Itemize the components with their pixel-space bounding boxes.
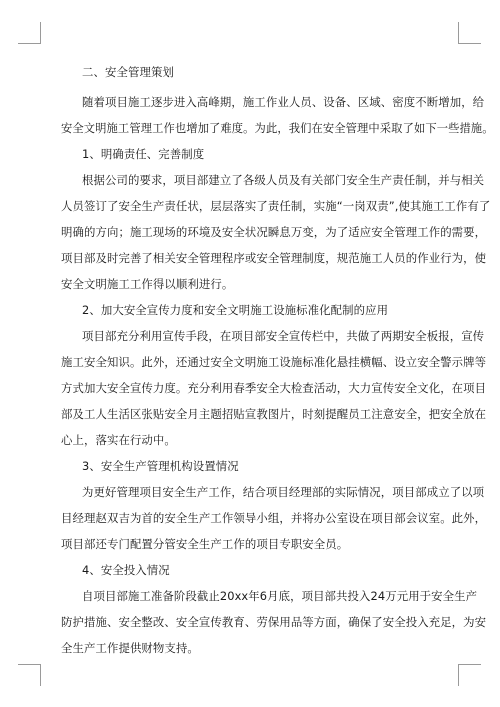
section-heading: 二、安全管理策划 [82,65,174,79]
paragraph-line: 目经理赵双吉为首的安全生产工作领导小组，并将办公室设在项目部会议室。此外， [61,511,487,525]
paragraph-line: 为更好管理项目安全生产工作，结合项目经理部的实际情况，项目部成立了以项 [82,485,485,499]
paragraph-line: 施工安全知识。此外，还通过安全文明施工设施标准化悬挂横幅、设立安全警示牌等 [61,355,487,369]
subsection-heading: 4、安全投入情况 [82,563,170,577]
paragraph-line: 随着项目施工逐步进入高峰期，施工作业人员、设备、区域、密度不断增加，给 [82,95,485,109]
paragraph-line: 全生产工作提供财物支持。 [61,641,199,655]
paragraph-line: 根据公司的要求，项目部建立了各级人员及有关部门安全生产责任制，并与相关 [82,173,485,187]
subsection-heading: 2、加大安全宣传力度和安全文明施工设施标准化配制的应用 [82,303,389,317]
paragraph-line: 自项目部施工准备阶段截止20xx年6月底，项目部共投入24万元用于安全生产 [82,589,478,603]
subsection-heading: 1、明确责任、完善制度 [82,147,205,161]
paragraph-line: 方式加大安全宣传力度。充分利用春季安全大检查活动，大力宣传安全文化，在项目 [61,381,487,395]
paragraph-line: 项目部充分利用宣传手段，在项目部安全宣传栏中，共做了两期安全板报，宣传 [82,329,485,343]
paragraph-line: 心上，落实在行动中。 [61,433,176,447]
paragraph-line: 部及工人生活区张贴安全月主题招贴宣教图片，时刻提醒员工注意安全，把安全放在 [61,407,487,421]
paragraph-line: 项目部还专门配置分管安全生产工作的项目专职安全员。 [61,537,349,551]
paragraph-line: 明确的方向；施工现场的环境及安全状况瞬息万变，为了适应安全管理工作的需要， [61,225,487,239]
paragraph-line: 安全文明施工管理工作也增加了难度。为此，我们在安全管理中采取了如下一些措施。 [61,121,494,135]
paragraph-line: 防护措施、安全整改、安全宣传教育、劳保用品等方面，确保了安全投入充足，为安 [61,615,487,629]
subsection-heading: 3、安全生产管理机构设置情况 [82,459,239,473]
paragraph-line: 人员签订了安全生产责任状，层层落实了责任制，实施“一岗双责”,使其施工工作有了 [61,199,491,213]
paragraph-line: 安全文明施工工作得以顺利进行。 [61,277,234,291]
paragraph-line: 项目部及时完善了相关安全管理程序或安全管理制度，规范施工人员的作业行为，使 [61,251,487,265]
